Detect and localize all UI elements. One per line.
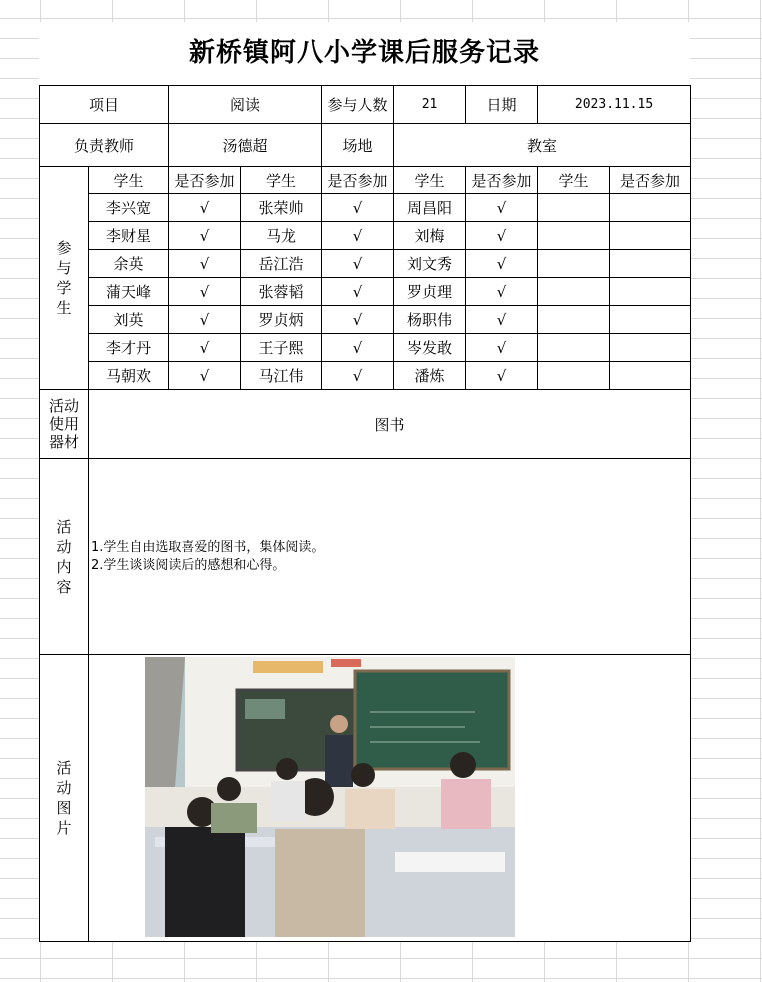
attend-mark: √ (169, 334, 241, 362)
project-value: 阅读 (169, 86, 322, 124)
student-name (538, 194, 610, 222)
students-section-label: 参 与 学 生 (40, 167, 89, 390)
attend-mark: √ (322, 250, 394, 278)
student-name: 岳江浩 (241, 250, 322, 278)
equipment-row (40, 390, 691, 459)
info-row-2 (40, 124, 691, 167)
project-label: 项目 (40, 86, 169, 124)
header-attend: 是否参加 (466, 167, 538, 194)
teacher-value: 汤德超 (169, 124, 322, 167)
student-name: 李财星 (89, 222, 169, 250)
attend-mark: √ (322, 278, 394, 306)
attend-mark (610, 306, 691, 334)
student-name (538, 334, 610, 362)
student-row (40, 306, 691, 334)
venue-label: 场地 (322, 124, 394, 167)
students-header-row (40, 167, 691, 194)
student-row (40, 278, 691, 306)
student-name: 王子熙 (241, 334, 322, 362)
attend-mark (610, 250, 691, 278)
student-row (40, 222, 691, 250)
student-name (538, 278, 610, 306)
equipment-value: 图书 (89, 390, 691, 459)
photo-row (40, 655, 691, 942)
attend-mark (610, 194, 691, 222)
activity-label: 活 动 内 容 (40, 459, 89, 655)
activity-line-1: 1.学生自由选取喜爱的图书，集体阅读。 (91, 539, 325, 555)
activity-line-2: 2.学生谈谈阅读后的感想和心得。 (91, 557, 286, 573)
attend-mark: √ (466, 250, 538, 278)
classroom-photo (145, 657, 515, 937)
student-name: 周昌阳 (394, 194, 466, 222)
attend-mark (610, 334, 691, 362)
student-name: 李才丹 (89, 334, 169, 362)
attend-mark (610, 278, 691, 306)
header-attend: 是否参加 (169, 167, 241, 194)
attend-mark: √ (169, 278, 241, 306)
attend-mark: √ (322, 306, 394, 334)
student-name: 李兴宽 (89, 194, 169, 222)
page-title: 新桥镇阿八小学课后服务记录 (39, 22, 690, 85)
attend-mark: √ (466, 334, 538, 362)
record-table (39, 85, 691, 942)
student-name: 余英 (89, 250, 169, 278)
student-name: 马江伟 (241, 362, 322, 390)
header-student: 学生 (241, 167, 322, 194)
attend-mark: √ (322, 194, 394, 222)
student-name: 马龙 (241, 222, 322, 250)
student-name (538, 306, 610, 334)
teacher-label: 负责教师 (40, 124, 169, 167)
student-name: 马朝欢 (89, 362, 169, 390)
attend-mark: √ (169, 222, 241, 250)
date-label: 日期 (466, 86, 538, 124)
header-student: 学生 (538, 167, 610, 194)
student-row (40, 250, 691, 278)
attend-mark (610, 362, 691, 390)
photo-cell (89, 655, 691, 942)
student-name: 罗贞炳 (241, 306, 322, 334)
student-name: 张荣帅 (241, 194, 322, 222)
student-name: 罗贞理 (394, 278, 466, 306)
service-record-sheet (39, 22, 690, 942)
student-name: 岑发敢 (394, 334, 466, 362)
attend-mark: √ (169, 194, 241, 222)
attend-mark: √ (322, 222, 394, 250)
photo-label: 活 动 图 片 (40, 655, 89, 942)
attend-mark: √ (322, 334, 394, 362)
attend-mark: √ (466, 306, 538, 334)
student-name: 杨职伟 (394, 306, 466, 334)
attend-mark: √ (466, 194, 538, 222)
student-row (40, 362, 691, 390)
student-name (538, 362, 610, 390)
student-name: 刘英 (89, 306, 169, 334)
activity-content (89, 459, 691, 655)
student-name: 刘梅 (394, 222, 466, 250)
count-value: 21 (394, 86, 466, 124)
attend-mark: √ (466, 278, 538, 306)
student-name (538, 222, 610, 250)
student-name: 张蓉韬 (241, 278, 322, 306)
student-row (40, 334, 691, 362)
attend-mark: √ (169, 362, 241, 390)
header-student: 学生 (89, 167, 169, 194)
attend-mark: √ (466, 222, 538, 250)
attend-mark: √ (169, 250, 241, 278)
header-attend: 是否参加 (610, 167, 691, 194)
attend-mark (610, 222, 691, 250)
info-row-1 (40, 86, 691, 124)
header-student: 学生 (394, 167, 466, 194)
student-name: 潘炼 (394, 362, 466, 390)
attend-mark: √ (466, 362, 538, 390)
student-name (538, 250, 610, 278)
activity-row (40, 459, 691, 655)
student-name: 蒲天峰 (89, 278, 169, 306)
student-row (40, 194, 691, 222)
attend-mark: √ (322, 362, 394, 390)
equipment-label: 活动 使用 器材 (40, 390, 89, 459)
venue-value: 教室 (394, 124, 691, 167)
attend-mark: √ (169, 306, 241, 334)
count-label: 参与人数 (322, 86, 394, 124)
date-value: 2023.11.15 (538, 86, 691, 124)
header-attend: 是否参加 (322, 167, 394, 194)
student-name: 刘文秀 (394, 250, 466, 278)
